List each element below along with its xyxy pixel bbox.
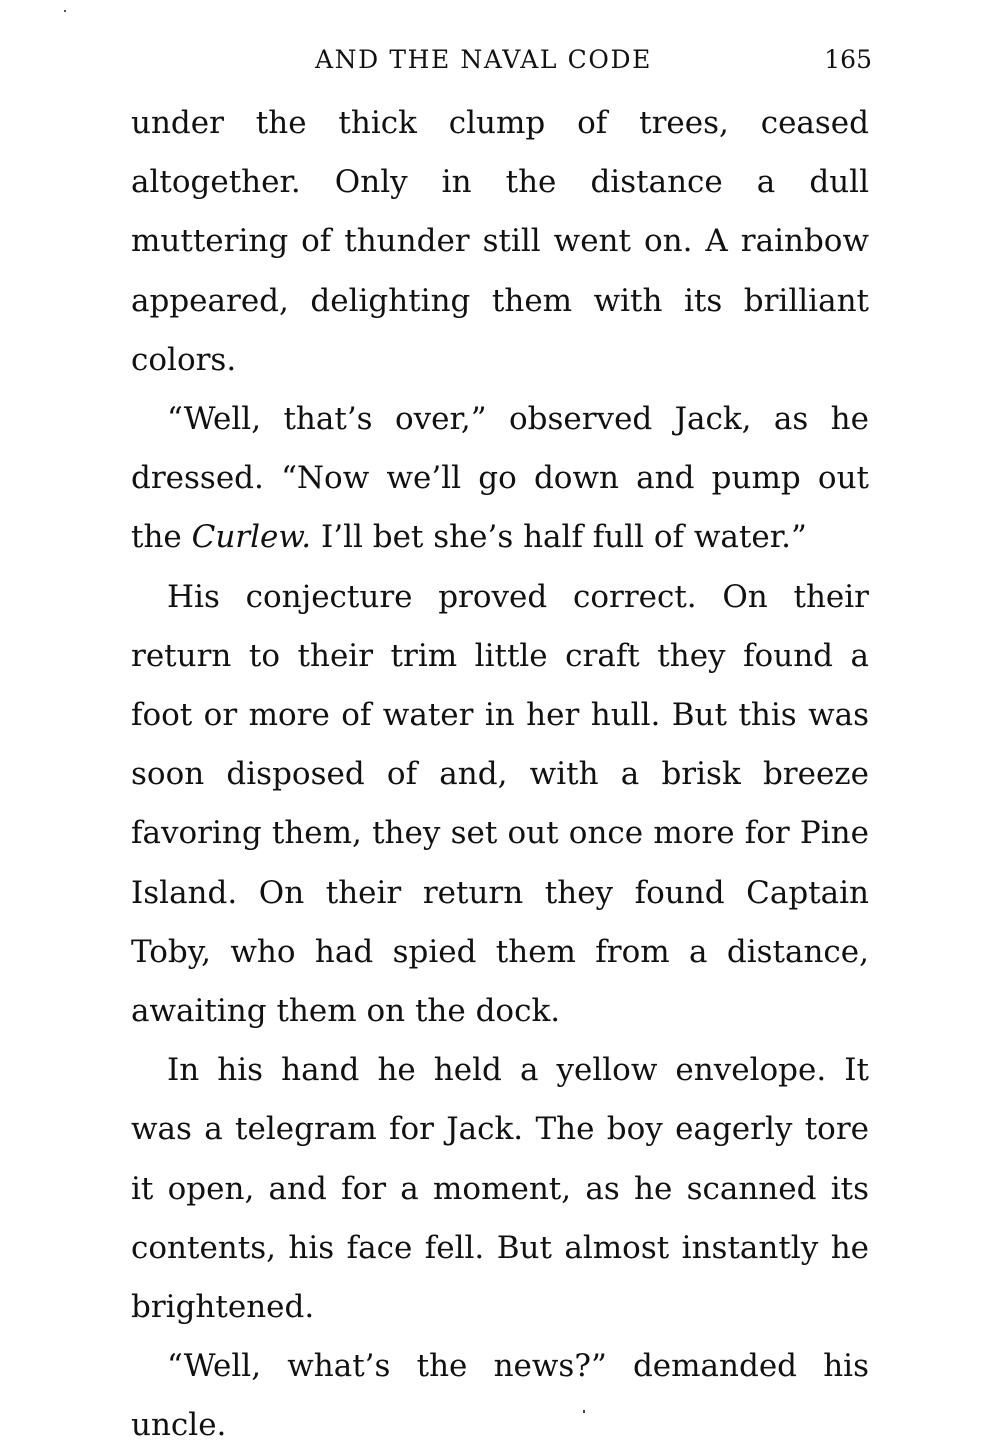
body-text bbox=[131, 94, 869, 1456]
scan-speck bbox=[64, 10, 66, 12]
paragraph-5: “Well, what’s the news?” demanded his uncle. bbox=[131, 1348, 869, 1444]
boat-name-curlew: Curlew. bbox=[191, 519, 312, 556]
page-number: 165 bbox=[824, 45, 872, 74]
running-header bbox=[130, 42, 872, 82]
paragraph-2-text-end: I’ll bet she’s half full of water.” bbox=[311, 519, 807, 556]
paragraph-1: under the thick clump of trees, ceased altogether. Only in the distance a dull muttering of thunder still went on. A rainbow appeared, delighting them with its brilliant colors. bbox=[131, 105, 869, 378]
paragraph-4: In his hand he held a yellow envelope. It was a telegram for Jack. The boy eagerly tore it open, and for a moment, as he scanned its contents, his face fell. But almost instantly he brightened. bbox=[131, 1052, 869, 1326]
running-title: AND THE NAVAL CODE bbox=[315, 45, 652, 74]
paragraph-2-text-start: “Well, that’s over,” observed Jack, as he dressed. “Now we’ll go down and pump out the bbox=[131, 401, 869, 556]
paragraph-3: His conjecture proved correct. On their return to their trim little craft they found a foot or more of water in her hull. But this was soon disposed of and, with a brisk breeze favoring them, they set out once more for Pine Island. On their return they found Captain Toby, who had spied them from a distance, awaiting them on the dock. bbox=[131, 578, 869, 1030]
paragraph-2 bbox=[131, 390, 869, 568]
scan-speck-bottom bbox=[583, 1410, 585, 1413]
